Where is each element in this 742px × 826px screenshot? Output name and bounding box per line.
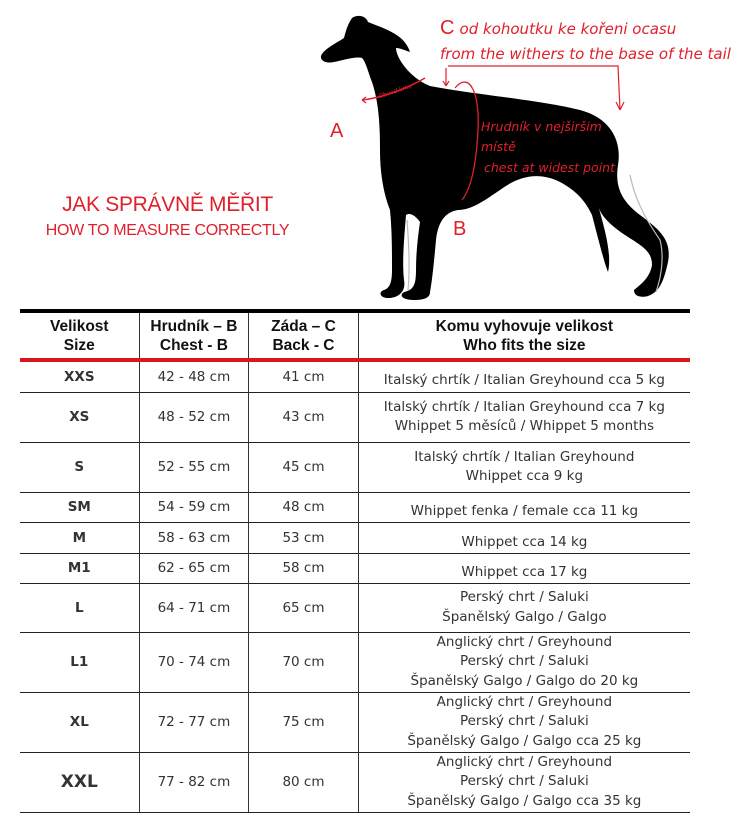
who-cell: Anglický chrt / Greyhound Perský chrt / Saluki Španělský Galgo / Galgo cca 35 kg [358, 752, 690, 812]
back-cell: 41 cm [249, 360, 359, 392]
chest-cell: 64 - 71 cm [139, 583, 249, 632]
size-cell: M [72, 529, 86, 546]
size-cell: M1 [67, 560, 91, 576]
size-cell: SM [67, 499, 91, 515]
who-cell: Whippet fenka / female cca 11 kg [358, 492, 690, 522]
back-measure-annotation [440, 17, 676, 40]
chest-text-cz-2: místě [481, 139, 516, 154]
label-a: A [330, 120, 344, 142]
table-row [20, 522, 690, 553]
back-cell: 43 cm [249, 392, 359, 442]
neck-label: Obvod krku [377, 82, 413, 101]
table-row [20, 583, 690, 632]
header-chest: Hrudník – B Chest - B [139, 311, 249, 360]
back-cell: 65 cm [249, 583, 359, 632]
table-row [20, 553, 690, 583]
chest-cell: 48 - 52 cm [139, 392, 249, 442]
back-cell: 75 cm [249, 692, 359, 752]
chest-cell: 70 - 74 cm [139, 632, 249, 692]
chest-cell: 58 - 63 cm [139, 522, 249, 553]
who-cell: Whippet cca 17 kg [358, 553, 690, 583]
back-cell: 45 cm [249, 442, 359, 492]
back-text-cz: od kohoutku ke kořeni ocasu [459, 20, 677, 38]
who-cell: Italský chrtík / Italian Greyhound cca 7 kg Whippet 5 měsíců / Whippet 5 months [358, 392, 690, 442]
back-cell: 53 cm [249, 522, 359, 553]
back-cell: 58 cm [249, 553, 359, 583]
size-cell: XL [69, 714, 89, 730]
size-cell: S [74, 459, 85, 475]
back-cell: 70 cm [249, 632, 359, 692]
size-cell: XXL [60, 772, 98, 792]
chest-cell: 77 - 82 cm [139, 752, 249, 812]
table-row [20, 360, 690, 392]
table-row [20, 752, 690, 812]
table-header-row [20, 311, 690, 360]
back-cell: 80 cm [249, 752, 359, 812]
size-cell: XS [69, 409, 90, 425]
chest-cell: 62 - 65 cm [139, 553, 249, 583]
table-row [20, 392, 690, 442]
back-cell: 48 cm [249, 492, 359, 522]
header-back: Záda – C Back - C [249, 311, 359, 360]
label-b: B [453, 218, 467, 240]
chest-text-cz-1: Hrudník v nejširšim [481, 119, 602, 134]
table-row [20, 632, 690, 692]
table-row [20, 692, 690, 752]
chest-text-en: chest at widest point [484, 160, 615, 175]
size-cell: XXS [64, 368, 95, 385]
header-size: Velikost Size [49, 318, 109, 354]
size-cell: L1 [70, 654, 89, 670]
who-cell: Anglický chrt / Greyhound Perský chrt / Saluki Španělský Galgo / Galgo do 20 kg [358, 632, 690, 692]
table-row [20, 442, 690, 492]
who-cell: Whippet cca 14 kg [358, 522, 690, 553]
chest-cell: 54 - 59 cm [139, 492, 249, 522]
label-c: C [440, 17, 455, 39]
chest-cell: 72 - 77 cm [139, 692, 249, 752]
who-cell: Italský chrtík / Italian Greyhound cca 5 kg [358, 360, 690, 392]
header-who-fits: Komu vyhovuje velikost Who fits the size [358, 311, 690, 360]
who-cell: Perský chrt / Saluki Španělský Galgo / Galgo [358, 583, 690, 632]
size-cell: L [74, 599, 84, 616]
who-cell: Italský chrtík / Italian Greyhound Whippet cca 9 kg [358, 442, 690, 492]
chest-cell: 52 - 55 cm [139, 442, 249, 492]
heading-cz: JAK SPRÁVNĚ MĚŘIT [62, 193, 273, 216]
size-table [20, 309, 690, 813]
back-text-en: from the withers to the base of the tail [440, 45, 731, 63]
chest-cell: 42 - 48 cm [139, 360, 249, 392]
who-cell: Anglický chrt / Greyhound Perský chrt / Saluki Španělský Galgo / Galgo cca 25 kg [358, 692, 690, 752]
heading-en: HOW TO MEASURE CORRECTLY [45, 222, 290, 239]
table-row [20, 492, 690, 522]
